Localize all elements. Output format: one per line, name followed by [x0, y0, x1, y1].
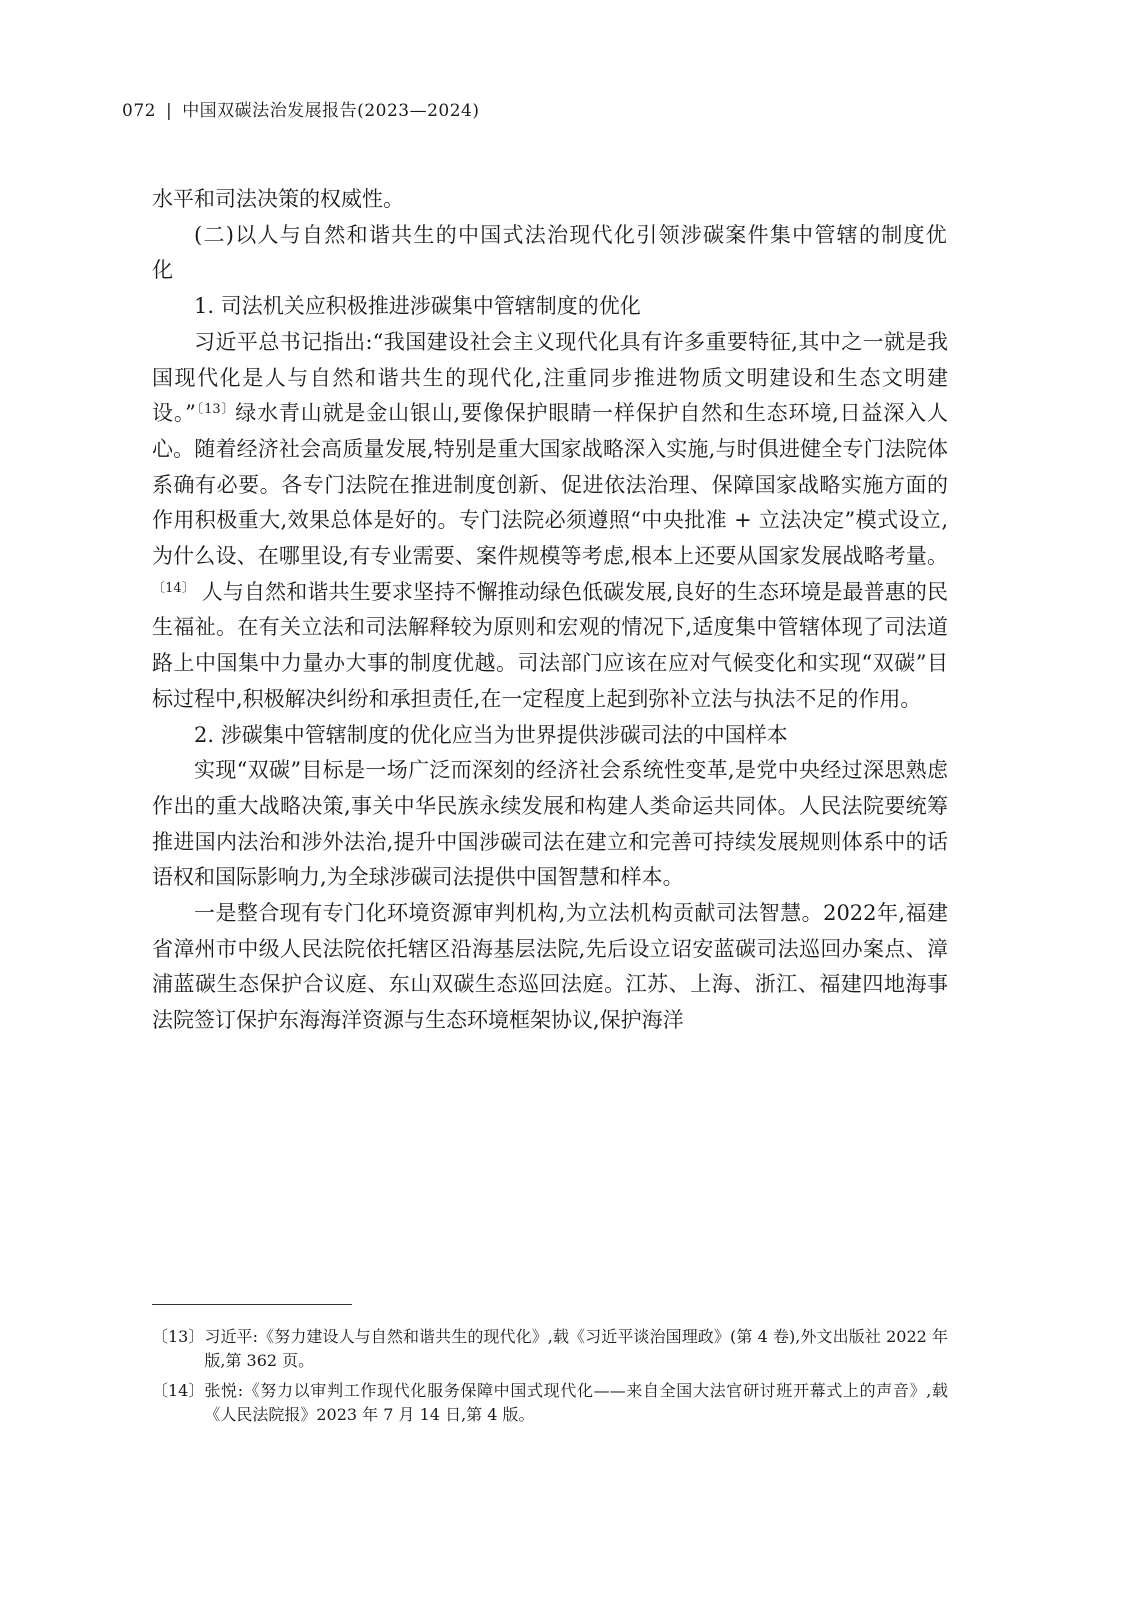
- footnote-mark: 〔14〕: [152, 1381, 205, 1400]
- paragraph-integration: 一是整合现有专门化环境资源审判机构,为立法机构贡献司法智慧。2022年,福建省漳州市中级人民法院依托辖区沿海基层法院,先后设立诏安蓝碳司法巡回办案点、漳浦蓝碳生态保护合议庭、东山双碳生态巡回法庭。江苏、上海、浙江、福建四地海事法院签订保护东海海洋资源与生态环境框架协议,保护海洋: [152, 901, 948, 1033]
- footnote-13: [152, 1325, 948, 1373]
- footnotes: [152, 1325, 948, 1433]
- subsection-heading-1: 1. 司法机关应积极推进涉碳集中管辖制度的优化: [194, 294, 641, 319]
- subsection-heading-2: 2. 涉碳集中管辖制度的优化应当为世界提供涉碳司法的中国样本: [194, 722, 788, 747]
- footnote-text: 习近平:《努力建设人与自然和谐共生的现代化》,载《习近平谈治国理政》(第 4 卷),外文出版社 2022 年版,第 362 页。: [204, 1327, 948, 1370]
- running-header: [122, 100, 982, 122]
- footnote-ref-14[interactable]: 〔14〕: [152, 580, 195, 596]
- paragraph-continuation: 水平和司法决策的权威性。: [152, 187, 404, 211]
- section-heading: (二)以人与自然和谐共生的中国式法治现代化引领涉碳案件集中管辖的制度优化: [152, 222, 948, 283]
- paragraph-xi-quote: [152, 325, 948, 718]
- body-text: [152, 182, 948, 1039]
- header-separator: |: [165, 101, 173, 121]
- footnote-14: [152, 1379, 948, 1427]
- paragraph-text: 绿水青山就是金山银山,要像保护眼睛一样保护自然和生态环境,日益深入人心。随着经济社会高质量发展,特别是重大国家战略深入实施,与时俱进健全专门法院体系确有必要。各专门法院在推进制度创新、促进依法治理、保障国家战略实施方面的作用积极重大,效果总体是好的。专门法院必须遵照“中央批准 + 立法决定”模式设立,为什么设、在哪里设,有专业需要、案件规模等考虑,根本上还要从国家发展战略考量。: [152, 401, 948, 569]
- paragraph-text: 习近平总书记指出:“我国建设社会主义现代化具有许多重要特征,其中之一就是我国现代化是人与自然和谐共生的现代化,注重同步推进物质文明建设和生态文明建设。”: [152, 329, 948, 426]
- paragraph-dual-carbon: 实现“双碳”目标是一场广泛而深刻的经济社会系统性变革,是党中央经过深思熟虑作出的重大战略决策,事关中华民族永续发展和构建人类命运共同体。人民法院要统筹推进国内法治和涉外法治,提升中国涉碳司法在建立和完善可持续发展规则体系中的话语权和国际影响力,为全球涉碳司法提供中国智慧和样本。: [152, 758, 948, 890]
- book-title: 中国双碳法治发展报告(2023—2024): [182, 101, 480, 121]
- footnote-text: 张悦:《努力以审判工作现代化服务保障中国式现代化——来自全国大法官研讨班开幕式上的声音》,载《人民法院报》2023 年 7 月 14 日,第 4 版。: [204, 1381, 948, 1424]
- footnote-ref-13[interactable]: 〔13〕: [195, 402, 236, 418]
- paragraph-text: 人与自然和谐共生要求坚持不懈推动绿色低碳发展,良好的生态环境是最普惠的民生福祉。在有关立法和司法解释较为原则和宏观的情况下,适度集中管辖体现了司法道路上中国集中力量办大事的制度优越。司法部门应该在应对气候变化和实现“双碳”目标过程中,积极解决纠纷和承担责任,在一定程度上起到弥补立法与执法不足的作用。: [152, 579, 949, 711]
- footnote-mark: 〔13〕: [152, 1327, 205, 1346]
- footnote-divider: [152, 1304, 352, 1305]
- page-number: 072: [122, 101, 156, 121]
